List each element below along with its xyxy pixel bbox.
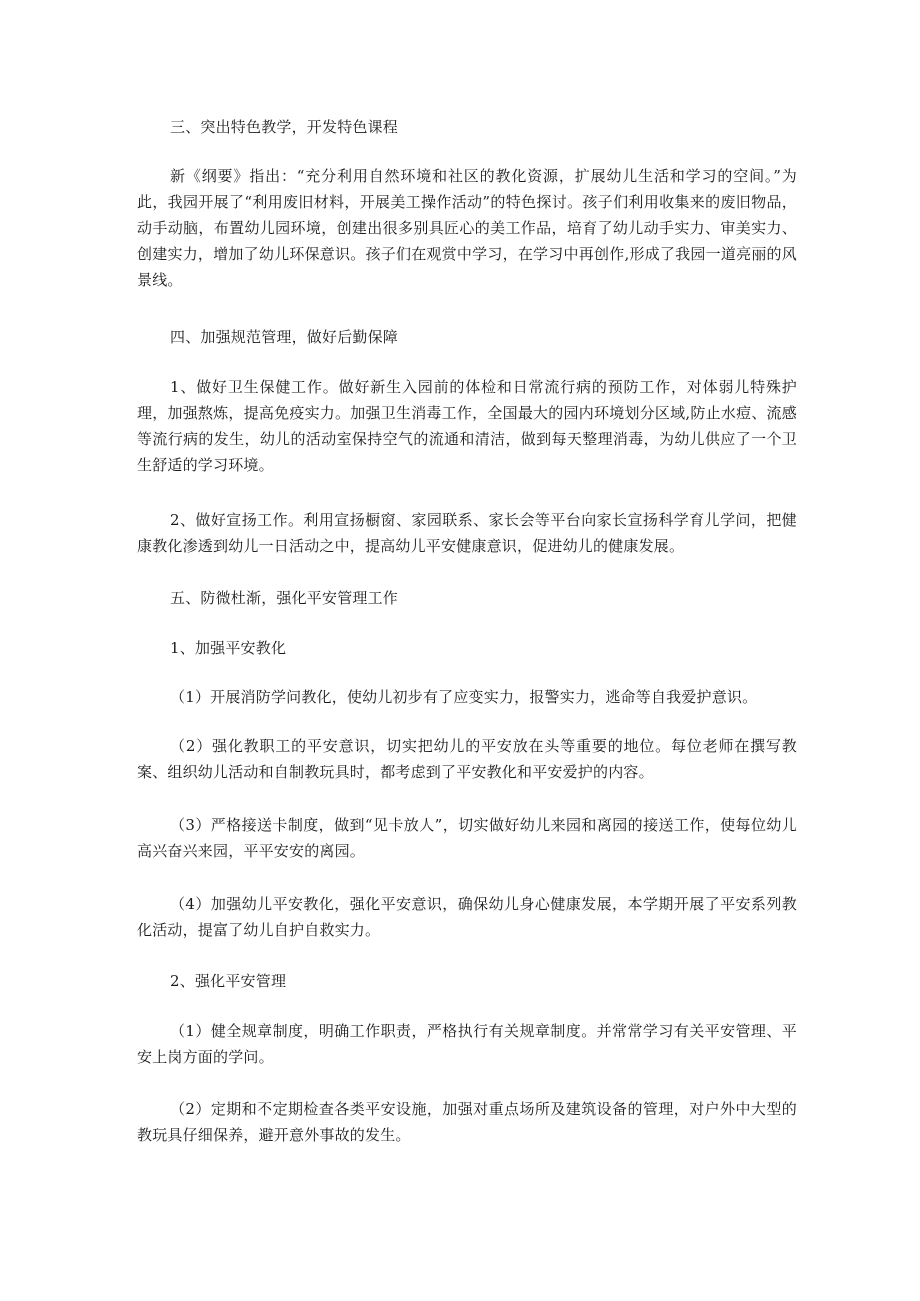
paragraph-featured-teaching: 新《纲要》指出：“充分利用自然环境和社区的教化资源，扩展幼儿生活和学习的空间。”为此，我园开展了“利用废旧材料，开展美工操作活动”的特色探讨。孩子们利用收集来的废旧物品，动手动脑，布置幼儿园环境，创建出很多别具匠心的美工作品，培育了幼儿动手实力、审美实力、创建实力，增加了幼儿环保意识。孩子们在观赏中学习，在学习中再创作,形成了我园一道亮丽的风景线。 bbox=[137, 167, 797, 289]
section-heading-4: 四、加强规范管理，做好后勤保障 bbox=[170, 328, 399, 346]
subheading-safety-management: 2、强化平安管理 bbox=[170, 972, 287, 990]
section-heading-5: 五、防微杜渐，强化平安管理工作 bbox=[170, 589, 399, 607]
item-inspection: （2）定期和不定期检查各类平安设施，加强对重点场所及建筑设备的管理，对户外中大型的教玩具仔细保养，避开意外事故的发生。 bbox=[137, 1100, 797, 1144]
section-heading-3: 三、突出特色教学，开发特色课程 bbox=[170, 118, 399, 136]
subheading-safety-education: 1、加强平安教化 bbox=[170, 639, 287, 657]
paragraph-publicity: 2、做好宣扬工作。利用宣扬橱窗、家园联系、家长会等平台向家长宣扬科学育儿学问，把健康教化渗透到幼儿一日活动之中，提高幼儿平安健康意识，促进幼儿的健康发展。 bbox=[137, 511, 797, 555]
item-rules: （1）健全规章制度，明确工作职责，严格执行有关规章制度。并常常学习有关平安管理、平安上岗方面的学问。 bbox=[137, 1022, 797, 1066]
item-pickup-card: （3）严格接送卡制度，做到“见卡放人”，切实做好幼儿来园和离园的接送工作，使每位幼儿高兴奋兴来园，平平安安的离园。 bbox=[137, 816, 797, 860]
paragraph-health-care: 1、做好卫生保健工作。做好新生入园前的体检和日常流行病的预防工作，对体弱儿特殊护理，加强熬炼，提高免疫实力。加强卫生消毒工作，全国最大的园内环境划分区域,防止水痘、流感等流行病的发生，幼儿的活动室保持空气的流通和清洁，做到每天整理消毒，为幼儿供应了一个卫生舒适的学习环境。 bbox=[137, 378, 797, 474]
item-staff-awareness: （2）强化教职工的平安意识，切实把幼儿的平安放在头等重要的地位。每位老师在撰写教案、组织幼儿活动和自制教玩具时，都考虑到了平安教化和平安爱护的内容。 bbox=[137, 737, 797, 781]
item-fire-safety: （1）开展消防学问教化，使幼儿初步有了应变实力，报警实力，逃命等自我爱护意识。 bbox=[170, 688, 758, 706]
item-safety-activities: （4）加强幼儿平安教化，强化平安意识，确保幼儿身心健康发展，本学期开展了平安系列教化活动，提富了幼儿自护自救实力。 bbox=[137, 895, 797, 939]
